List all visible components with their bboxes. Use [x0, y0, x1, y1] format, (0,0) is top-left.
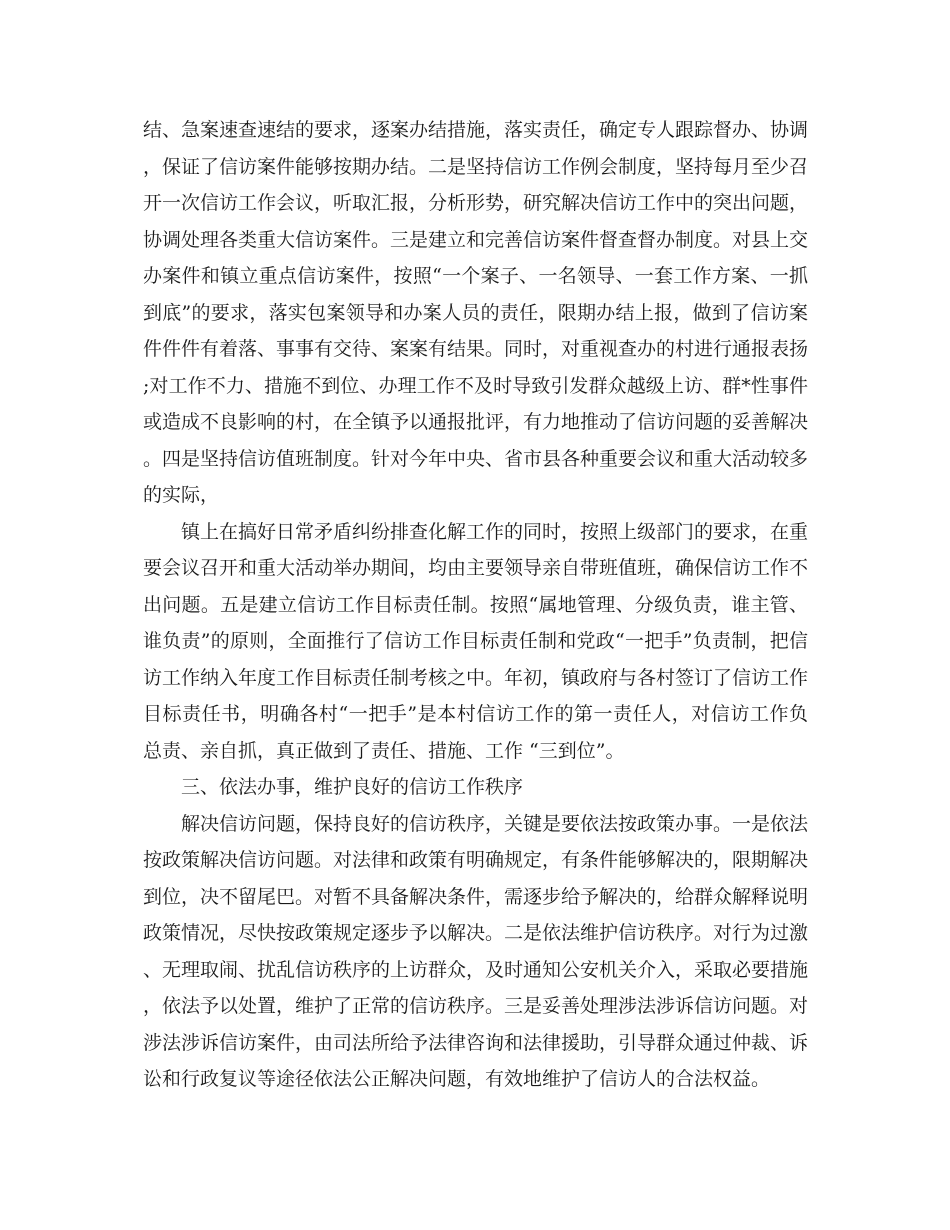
section-heading-three: 三、依法办事，维护良好的信访工作秩序 — [181, 776, 524, 798]
paragraph-duty-system: 镇上在搞好日常矛盾纠纷排查化解工作的同时，按照上级部门的要求，在重要会议召开和重大活动举办期间，均由主要领导亲自带班值班，确保信访工作不出问题。五是建立信访工作目标责任制。按照“属地管理、分级负责，谁主管、谁负责”的原则，全面推行了信访工作目标责任制和党政“一把手”负责制，把信访工作纳入年度工作目标责任制考核之中。年初，镇政府与各村签订了信访工作目标责任书，明确各村“一把手”是本村信访工作的第一责任人，对信访工作负总责、亲自抓，真正做到了责任、措施、工作 “三到位”。 — [143, 520, 809, 762]
paragraph-continuation: 结、急案速查速结的要求，逐案办结措施，落实责任，确定专人跟踪督办、协调，保证了信访案件能够按期办结。二是坚持信访工作例会制度，坚持每月至少召开一次信访工作会议，听取汇报，分析形势，研究解决信访工作中的突出问题，协调处理各类重大信访案件。三是建立和完善信访案件督查督办制度。对县上交办案件和镇立重点信访案件，按照“一个案子、一名领导、一套工作方案、一抓到底”的要求，落实包案领导和办案人员的责任，限期办结上报，做到了信访案件件件有着落、事事有交待、案案有结果。同时，对重视查办的村进行通报表扬;对工作不力、措施不到位、办理工作不及时导致引发群众越级上访、群*性事件或造成不良影响的村，在全镇予以通报批评，有力地推动了信访问题的妥善解决。四是坚持信访值班制度。针对今年中央、省市县各种重要会议和重大活动较多的实际， — [143, 119, 809, 506]
paragraph-lawful-handling: 解决信访问题，保持良好的信访秩序，关键是要依法按政策办事。一是依法按政策解决信访问题。对法律和政策有明确规定，有条件能够解决的，限期解决到位，决不留尾巴。对暂不具备解决条件，需逐步给予解决的，给群众解释说明政策情况，尽快按政策规定逐步予以解决。二是依法维护信访秩序。对行为过激、无理取闹、扰乱信访秩序的上访群众，及时通知公安机关介入，采取必要措施，依法予以处置，维护了正常的信访秩序。三是妥善处理涉法涉诉信访问题。对涉法涉诉信访案件，由司法所给予法律咨询和法律援助，引导群众通过仲裁、诉讼和行政复议等途径依法公正解决问题，有效地维护了信访人的合法权益。 — [143, 812, 809, 1090]
document-body — [143, 112, 808, 1098]
